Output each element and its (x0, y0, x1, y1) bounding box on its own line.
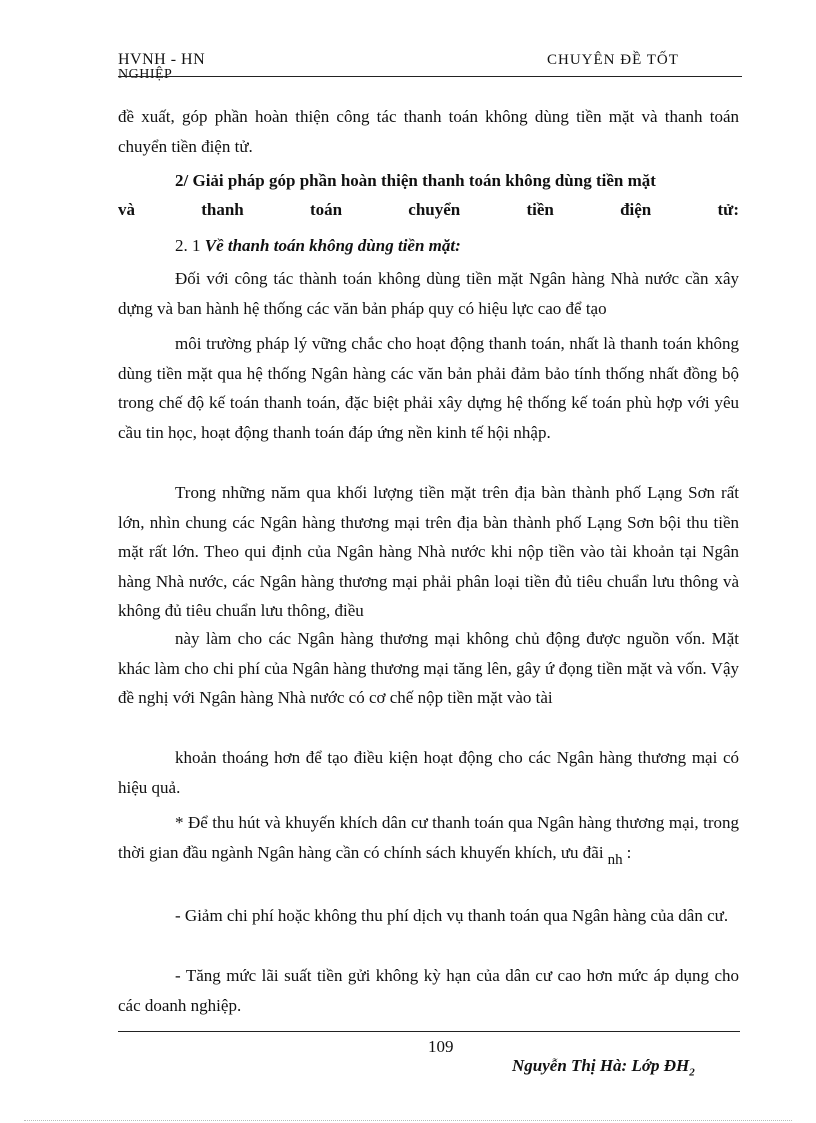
header-left-title: HVNH - HN (118, 51, 206, 68)
header-right-title: CHUYÊN ĐỀ TỐT (547, 52, 679, 68)
list-item-raise-interest: - Tăng mức lãi suất tiền gửi không kỳ hạn của dân cư cao hơn mức áp dụng cho các doanh nghiệp. (118, 966, 739, 1015)
header-left-subtitle: NGHIỆP (118, 67, 173, 82)
paragraph-cash-volume-b: này làm cho các Ngân hàng thương mại không chủ động được nguồn vốn. Mặt khác làm cho chi phí của Ngân hàng thương mại tăng lên, gây ứ đọng tiền mặt và vốn. Vậy đề nghị với Ngân hàng Nhà nước có cơ chế nộp tiền mặt vào tài (118, 629, 739, 707)
page-edge-dotted-line (24, 1120, 792, 1121)
section-heading-2-1 (118, 231, 739, 261)
paragraph-intro: đề xuất, góp phần hoàn thiện công tác thanh toán không dùng tiền mặt và thanh toán chuyển tiền điện tử. (118, 107, 739, 156)
paragraph-cash-volume-c: khoản thoáng hơn để tạo điều kiện hoạt động cho các Ngân hàng thương mại có hiệu quả. (118, 748, 739, 797)
list-item-reduce-fees: - Giảm chi phí hoặc không thu phí dịch vụ thanh toán qua Ngân hàng của dân cư. (175, 906, 729, 925)
incentives-text: * Để thu hút và khuyến khích dân cư thanh toán qua Ngân hàng thương mại, trong thời gian đầu ngành Ngân hàng cần có chính sách khuyến khích, ưu đãi (118, 813, 739, 862)
paragraph-cash-volume-a: Trong những năm qua khối lượng tiền mặt trên địa bàn thành phố Lạng Sơn rất lớn, nhìn chung các Ngân hàng thương mại trên địa bàn thành phố Lạng Sơn bội thu tiền mặt rất lớn. Theo qui định của Ngân hàng Nhà nước khi nộp tiền vào tài khoản tại Ngân hàng Nhà nước, các Ngân hàng thương mại phải phân loại tiền đủ tiêu chuẩn lưu thông và không đủ tiêu chuẩn lưu thông, điều (118, 483, 739, 620)
paragraph-legal-framework-b: môi trường pháp lý vững chắc cho hoạt động thanh toán, nhất là thanh toán không dùng tiền mặt qua hệ thống Ngân hàng các văn bản phải đảm bảo tính thống nhất đồng bộ trong chế độ kế toán thanh toán, đặc biệt phải xây dựng hệ thống kế toán phù hợp với yêu cầu tin học, hoạt động thanh toán đáp ứng nền kinh tế hội nhập. (118, 334, 739, 442)
footer-author (512, 1055, 695, 1083)
paragraph-legal-framework-a: Đối với công tác thành toán không dùng tiền mặt Ngân hàng Nhà nước cần xây dựng và ban hành hệ thống các văn bản pháp quy có hiệu lực cao để tạo (118, 269, 739, 318)
paragraph-incentives (118, 808, 739, 869)
author-name: Nguyễn Thị Hà: Lớp ĐH (512, 1056, 690, 1075)
incentives-subscript: nh (607, 851, 623, 868)
section-heading-2-line1: 2/ Giải pháp góp phần hoàn thiện thanh toán không dùng tiền mặt (175, 171, 656, 190)
section-title: Về thanh toán không dùng tiền mặt: (204, 236, 461, 255)
header-divider (118, 76, 742, 77)
section-number: 2. 1 (175, 236, 205, 255)
footer-divider (118, 1031, 740, 1032)
page-number: 109 (428, 1037, 454, 1056)
section-heading-2-line2: và thanh toán chuyển tiền điện tử: (118, 200, 739, 219)
incentives-colon: : (626, 842, 632, 862)
author-class-subscript: 2 (689, 1066, 695, 1079)
